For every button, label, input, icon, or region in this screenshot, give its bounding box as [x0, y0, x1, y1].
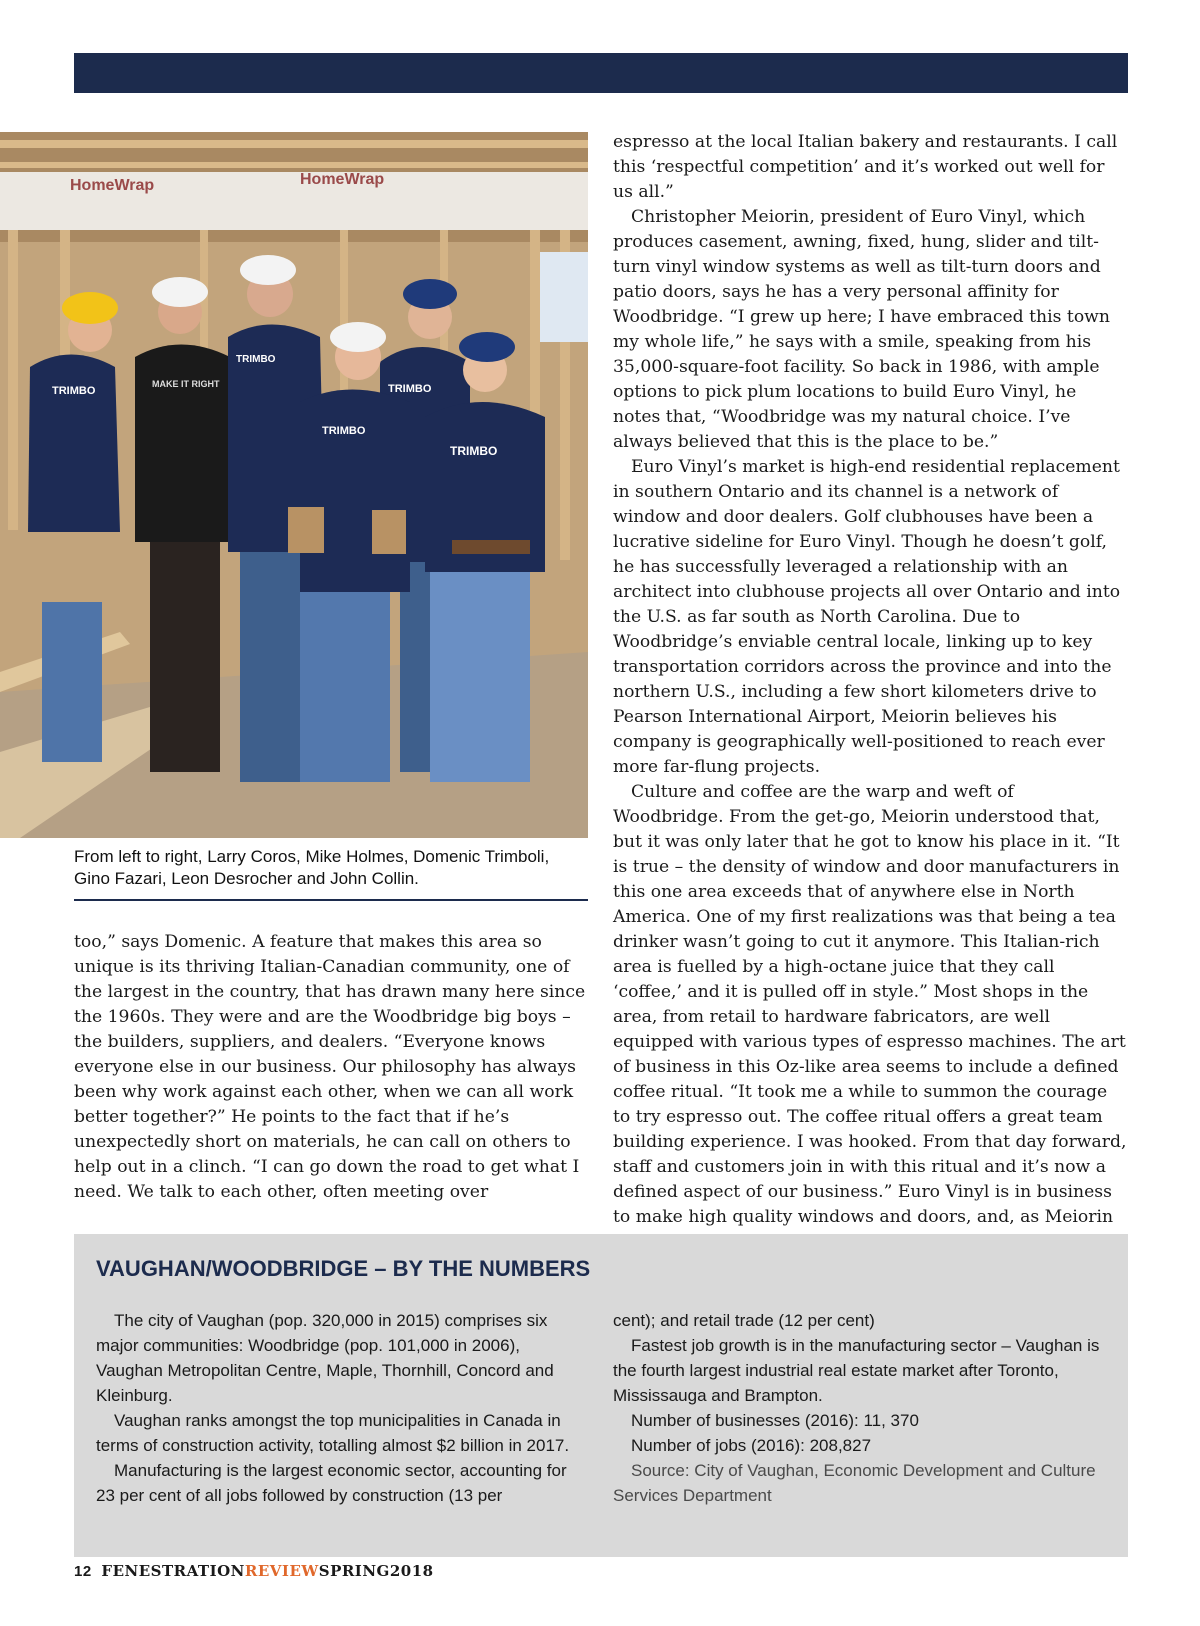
article-paragraph: Christopher Meiorin, president of Euro Vinyl, which produces casement, awning, fixed, hung, slider and tilt-turn vinyl window systems as well as tilt-turn doors and patio doors, says he has a very personal affinity for Woodbridge. “I grew up here; I have embraced this town my whole life,” he says with a smile, speaking from his 35,000-square-foot facility. So back in 1986, with ample options to pick plum locations to build Euro Vinyl, he notes that, “Woodbridge was my natural choice. I’ve always believed that this is the place to be.” — [613, 207, 1110, 452]
numbers-source: Source: City of Vaughan, Economic Development and Culture Services Department — [613, 1461, 1096, 1505]
article-paragraph: espresso at the local Italian bakery and restaurants. I call this ‘respectful competition’ and it’s worked out well for us all.” — [613, 132, 1118, 202]
photo-caption: From left to right, Larry Coros, Mike Holmes, Domenic Trimboli, Gino Fazari, Leon Desrocher and John Collin. — [74, 847, 550, 888]
header-bar — [74, 53, 1128, 93]
article-paragraph: too,” says Domenic. A feature that makes this area so unique is its thriving Italian-Canadian community, one of the largest in the country, that has drawn many here since the 1960s. They were and are the Woodbridge big boys – the builders, suppliers, and dealers. “Everyone knows everyone else in our business. Our philosophy has always been why work against each other, when we can all work better together?” He points to the fact that if he’s unexpectedly short on materials, he can call on others to help out in a clinch. “I can go down the road to get what I need. We talk to each other, often meeting over — [74, 932, 586, 1202]
publication-name-part1: FENESTRATION — [101, 1562, 245, 1580]
shirt-5: TRIMBO — [388, 383, 432, 395]
shirt-4: TRIMBO — [322, 425, 366, 437]
article-column-left — [74, 930, 586, 1205]
numbers-column-left — [96, 1308, 586, 1508]
numbers-paragraph: Number of businesses (2016): 11, 370 — [631, 1411, 919, 1430]
numbers-paragraph: The city of Vaughan (pop. 320,000 in 2015) comprises six major communities: Woodbridge (pop. 101,000 in 2006), Vaughan Metropolitan Centre, Maple, Thornhill, Concord and Kleinburg. — [96, 1311, 554, 1405]
article-paragraph: Culture and coffee are the warp and weft of Woodbridge. From the get-go, Meiorin understood that, but it was only later that he got to know his place in it. “It is true – the density of window and door manufacturers in this one area exceeds that of anywhere else in North America. One of my first realizations was that being a tea drinker wasn’t going to cut it anymore. This Italian-rich area is fuelled by a high-octane juice that they call ‘coffee,’ and it is pulled off in style.” Most shops in the area, from retail to hardware fabricators, are well equipped with various types of espresso machines. The art of business in this Oz-like area seems to include a defined coffee ritual. “It took me a while to summon the courage to try espresso out. The coffee ritual offers a great team building experience. I was hooked. From that day forward, staff and customers join in with this ritual and it’s now a defined aspect of our business.” Euro Vinyl is in business to make high quality windows and doors, and, as Meiorin — [613, 782, 1127, 1227]
shirt-3: TRIMBO — [236, 354, 276, 365]
numbers-paragraph: Fastest job growth is in the manufacturing sector – Vaughan is the fourth largest industrial real estate market after Toronto, Mississauga and Brampton. — [613, 1336, 1100, 1405]
publication-name-part2: REVIEW — [244, 1562, 319, 1580]
shirt-1: TRIMBO — [52, 385, 96, 397]
numbers-column-right — [613, 1308, 1103, 1508]
article-column-right — [613, 130, 1127, 1255]
page-number: 12 — [74, 1563, 92, 1580]
publication-issue: SPRING2018 — [318, 1562, 434, 1580]
numbers-paragraph: cent); and retail trade (12 per cent) — [613, 1311, 875, 1330]
shirt-2: MAKE IT RIGHT — [152, 379, 220, 389]
numbers-paragraph: Vaughan ranks amongst the top municipalities in Canada in terms of construction activity, totalling almost $2 billion in 2017. — [96, 1411, 570, 1455]
wrap-text-1: HomeWrap — [70, 177, 155, 194]
numbers-paragraph: Number of jobs (2016): 208,827 — [631, 1436, 872, 1455]
page-footer — [74, 1562, 434, 1580]
crew-photo — [0, 132, 588, 838]
shirt-6: TRIMBO — [450, 444, 498, 458]
numbers-sidebar — [74, 1234, 1128, 1557]
wrap-text-2: HomeWrap — [300, 171, 385, 188]
numbers-title: VAUGHAN/WOODBRIDGE – BY THE NUMBERS — [96, 1256, 591, 1281]
numbers-paragraph: Manufacturing is the largest economic sector, accounting for 23 per cent of all jobs followed by construction (13 per — [96, 1461, 567, 1505]
article-paragraph: Euro Vinyl’s market is high-end residential replacement in southern Ontario and its channel is a network of window and door dealers. Golf clubhouses have been a lucrative sideline for Euro Vinyl. Though he doesn’t golf, he has successfully leveraged a relationship with an architect into clubhouse projects all over Ontario and into the U.S. as far south as North Carolina. Due to Woodbridge’s enviable central locale, linking up to key transportation corridors across the province and into the northern U.S., including a few short kilometers drive to Pearson International Airport, Meiorin believes his company is geographically well-positioned to reach ever more far-flung projects. — [613, 457, 1121, 777]
caption-divider — [74, 899, 588, 901]
